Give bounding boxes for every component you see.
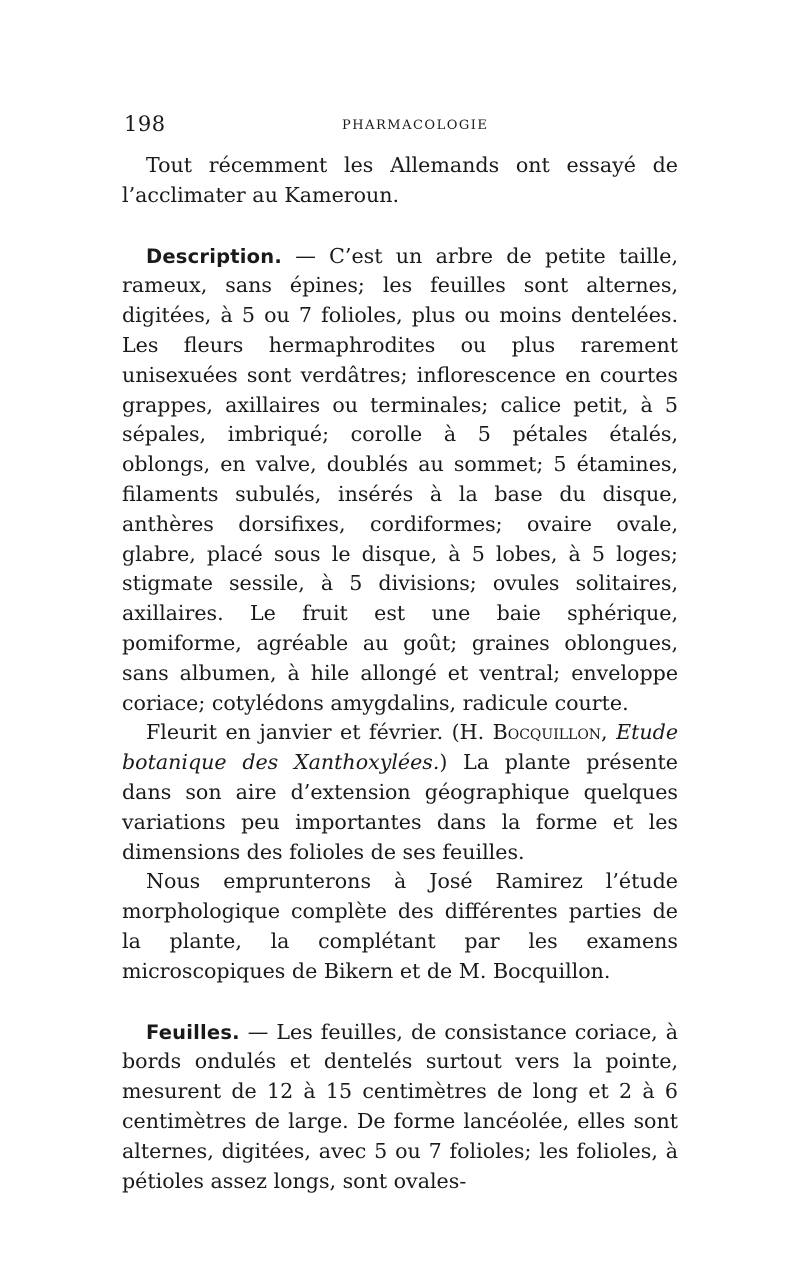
fleurit-text-after: ) La plante présente dans son aire d’extension géographique quelques variations peu importantes dans la forme et les dimensions des folioles de ses feuilles.	[122, 750, 678, 864]
paragraph-intro	[122, 151, 678, 211]
paragraph-description	[122, 242, 678, 719]
citation-separator: ,	[601, 720, 617, 745]
paragraph-intro-text: Tout récemment les Allemands ont essayé de l’acclimater au Kameroun.	[122, 153, 678, 207]
description-text: — C’est un arbre de petite taille, rameux, sans épines; les feuilles sont alternes, digitées, à 5 ou 7 folioles, plus ou moins dentelées. Les fleurs hermaphrodites ou plus rarement unisexuées sont verdâtres; inflorescence en courtes grappes, axillaires ou terminales; calice petit, à 5 sépales, imbriqué; corolle à 5 pétales étalés, oblongs, en valve, doublés au sommet; 5 étamines, filaments subulés, insérés à la base du disque, anthères dorsifixes, cordiformes; ovaire ovale, glabre, placé sous le disque, à 5 lobes, à 5 loges; stigmate sessile, à 5 divisions; ovules solitaires, axillaires. Le fruit est une baie sphérique, pomiforme, agréable au goût; graines oblongues, sans albumen, à hile allongé et ventral; enveloppe coriace; cotylédons amygdalins, radicule courte.	[122, 243, 678, 715]
feuilles-text: — Les feuilles, de consistance coriace, à bords ondulés et dentelés surtout vers la pointe, mesurent de 12 à 15 centimètres de long et 2 à 6 centimètres de large. De forme lancéolée, elles sont alternes, digitées, avec 5 ou 7 folioles; les folioles, à pétioles assez longs, sont ovales-	[122, 1019, 678, 1193]
running-head	[124, 112, 674, 144]
paragraph-feuilles	[122, 1018, 678, 1197]
paragraph-gap	[122, 987, 678, 1018]
paragraph-gap	[122, 211, 678, 242]
paragraph-ramirez	[122, 867, 678, 986]
ramirez-text: Nous emprunterons à José Ramirez l’étude morphologique complète des différentes parties de la plante, la complétant par les examens microscopiques de Bikern et de M. Bocquillon.	[122, 869, 678, 983]
section-heading-description: Description.	[146, 244, 282, 268]
cited-work-title: Etude botanique des Xanthoxylées.	[122, 720, 679, 775]
body-text	[122, 151, 678, 1196]
section-heading-feuilles: Feuilles.	[146, 1020, 240, 1044]
running-title: PHARMACOLOGIE	[342, 118, 489, 133]
page-number: 198	[124, 112, 166, 136]
author-name: Bocquillon	[492, 720, 602, 745]
paragraph-fleurit	[122, 718, 678, 867]
fleurit-text-before: Fleurit en janvier et février. (H.	[146, 720, 493, 745]
